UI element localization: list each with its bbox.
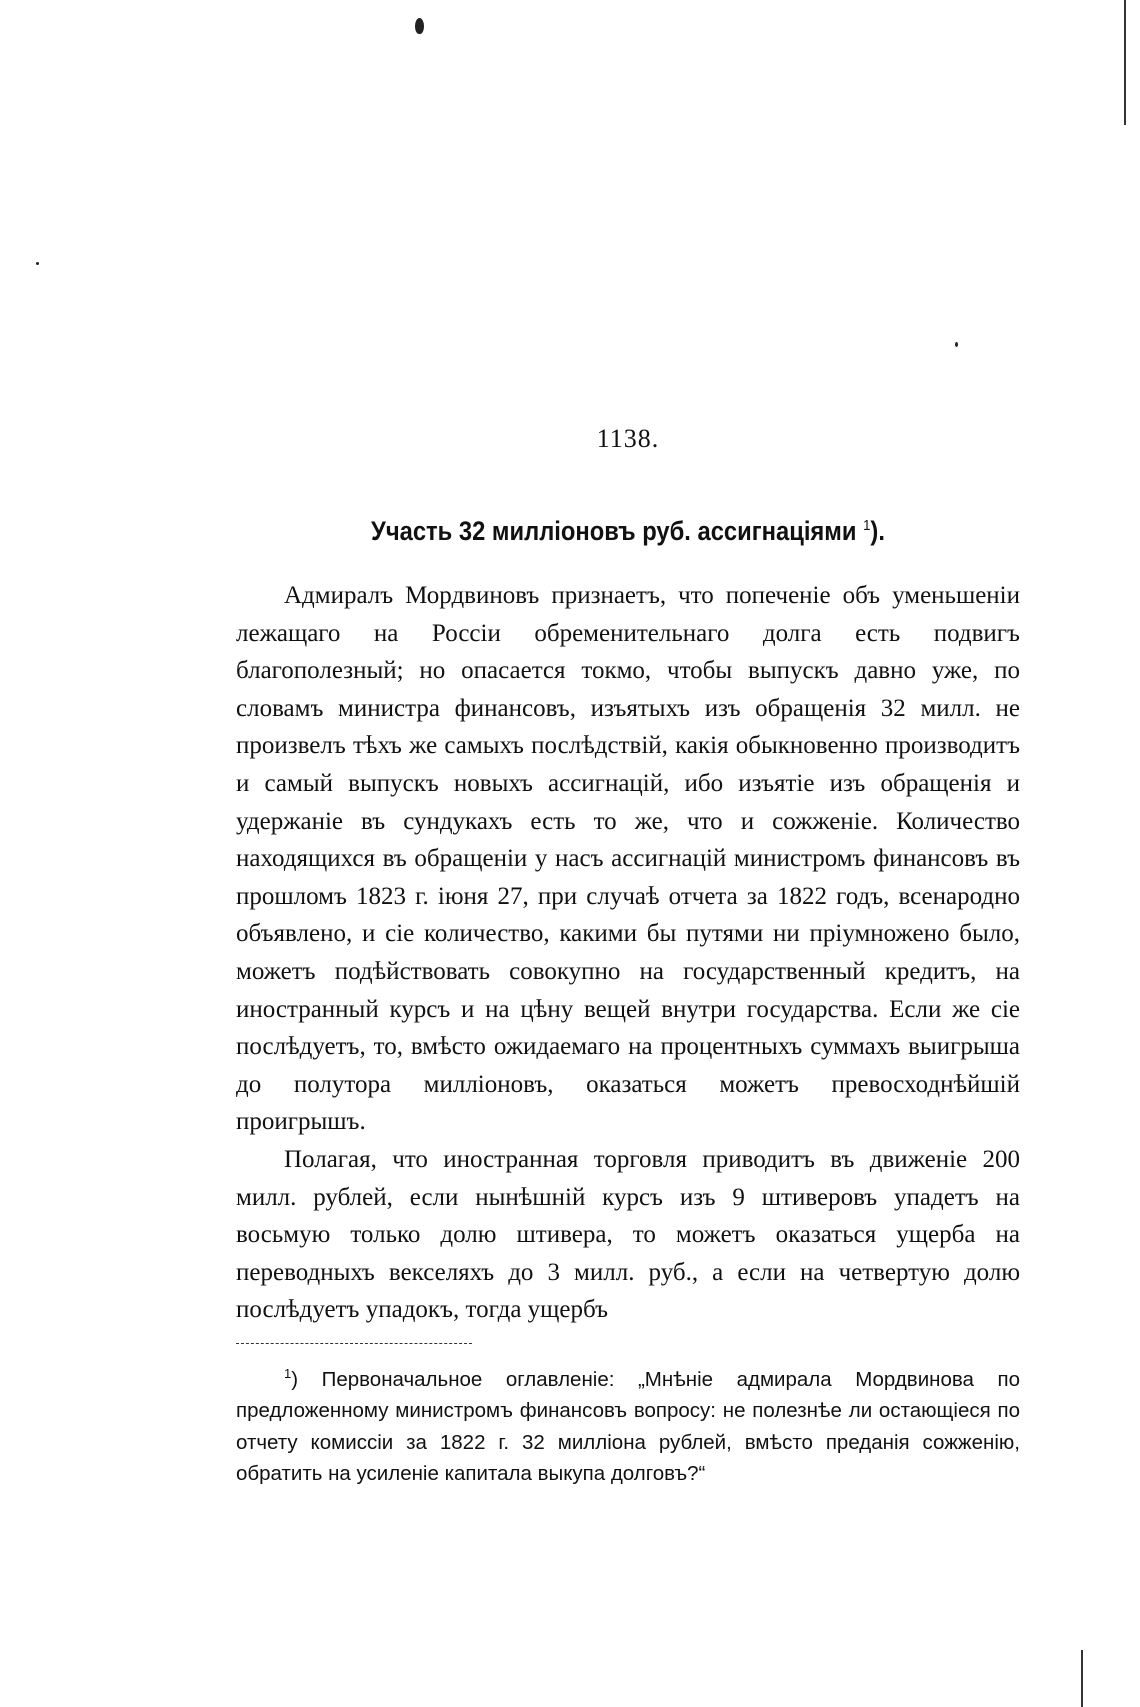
scan-speck xyxy=(955,342,958,347)
document-number: 1138. xyxy=(596,424,660,453)
page-edge-line xyxy=(1081,1650,1083,1707)
title-footnote-marker[interactable]: 1 xyxy=(863,517,871,534)
ink-blot-mark xyxy=(415,18,424,34)
page-edge-line xyxy=(1124,0,1126,125)
footnote-text: ) Первоначальное оглавленіе: „Мнѣніе адмирала Мордвинова по предложенному министромъ финансовъ вопросу: не полезнѣе ли остающіеся по отчету комиссіи за 1822 г. 32 милліона рублей, вмѣсто преданія сожженію, обратить на усиленіе капитала выкупа долговъ?“ xyxy=(236,1367,1020,1486)
paragraph: Адмиралъ Мордвиновъ признаетъ, что попеченіе объ уменьшеніи лежащаго на Россіи обременительнаго долга есть подвигъ благополезный; но опасается токмо, чтобы выпускъ давно уже, по словамъ министра финансовъ, изъятыхъ изъ обращенія 32 милл. не произвелъ тѣхъ же самыхъ послѣдствій, какія обыкновенно производитъ и самый выпускъ новыхъ ассигнацій, ибо изъятіе изъ обращенія и удержаніе въ сундукахъ есть то же, что и сожженіе. Количество находящихся въ обращеніи у насъ ассигнацій министромъ финансовъ въ прошломъ 1823 г. іюня 27, при случаѣ отчета за 1822 годъ, всенародно объявлено, и сіе количество, какими бы путями ни пріумножено было, можетъ подѣйствовать совокупно на государственный кредитъ, на иностранный курсъ и на цѣну вещей внутри государства. Если же сіе послѣдуетъ, то, вмѣсто ожидаемаго на процентныхъ суммахъ выигрыша до полутора милліоновъ, оказаться можетъ превосходнѣйшій проигрышъ. xyxy=(236,582,1020,1136)
title-closing: ). xyxy=(870,516,885,546)
document-title: Участь 32 милліоновъ руб. ассигнаціями xyxy=(371,516,857,546)
page-content xyxy=(236,424,1020,1490)
footnote-divider xyxy=(236,1343,472,1344)
document-title-line xyxy=(283,516,973,547)
body-text xyxy=(236,577,1020,1329)
footnote xyxy=(236,1358,1020,1490)
scan-speck xyxy=(36,262,39,265)
paragraph: Полагая, что иностранная торговля приводитъ въ движеніе 200 милл. рублей, если нынѣшній курсъ изъ 9 штиверовъ упадетъ на восьмую только долю штивера, то можетъ оказаться ущерба на переводныхъ векселяхъ до 3 милл. руб., а если на четвертую долю послѣдуетъ упадокъ, тогда ущербъ xyxy=(236,1145,1020,1324)
footnote-marker: 1 xyxy=(284,1365,292,1381)
